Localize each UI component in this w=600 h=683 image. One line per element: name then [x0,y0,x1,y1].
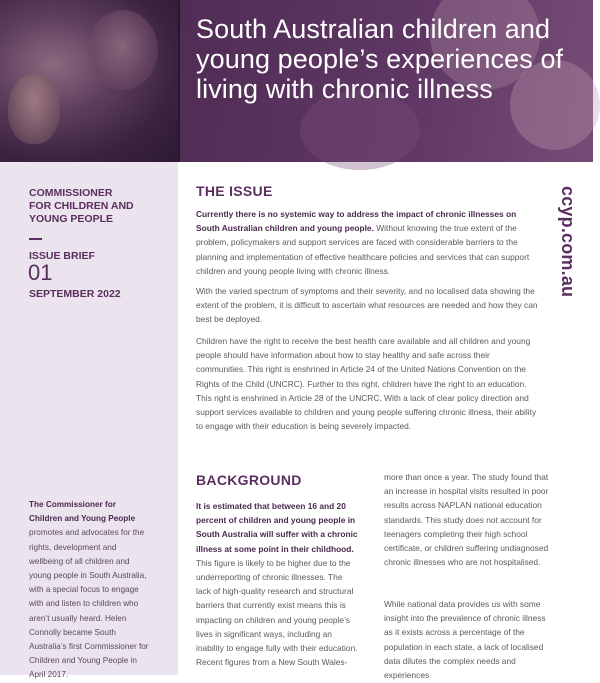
organization-name [29,187,169,226]
sidebar-rule [29,238,42,240]
sidebar [0,162,178,680]
background-column-2-paragraph-2: While national data provides us with some insight into the prevalence of chronic illness as it exists across a percentage of the population in each state, a lack of localised data dilutes the complex needs and experiences [384,599,546,681]
organization-name-line: COMMISSIONER [29,187,113,199]
issue-paragraph-2: With the varied spectrum of symptoms and their severity, and no localised data showing the extent of the problem, it is difficult to ascertain what resources are needed and how they can best be deployed. [196,286,538,325]
background-column-1-bold: It is estimated that between 16 and 20 percent of children and young people in South Australia will suffer with a chronic illness at some point in their childhood. [196,501,358,554]
issue-paragraph-1-bold: Currently there is no systemic way to address the impact of chronic illnesses on South Australian children and young people. [196,209,517,234]
issue-paragraph-1 [196,207,540,278]
website-url-vertical [556,186,580,306]
document-title: South Australian children and young people’s experiences of living with chronic illness [196,14,564,104]
about-commissioner [29,498,151,683]
about-commissioner-bold: The Commissioner for Children and Young People [29,500,136,524]
issue-paragraph-3: Children have the right to receive the best health care available and all children and young people should have information about how to stay healthy and safe across their communities. This right is enshrined in Article 24 of the United Nations Convention on the Rights of the Child (UNCRC). Further to this right, children have the right to an education. This right is enshrined in Article 28 of the UNCRC. With a lack of clear policy direction and support services available to children and young people suffering chronic illness, their ability to engage with their education is being severely impacted. [196,336,537,432]
header-banner [0,0,593,162]
banner-photo-left [0,0,178,162]
child-photo-face [88,10,158,90]
issue-brief-number: 01 [28,260,53,285]
background-column-1-text: This figure is likely to be higher due to the underreporting of chronic illnesses. The lack of high-quality research and structural barriers that currently exist means this is impacting on children and young people’s lives in significant ways, including an inability to engage fully with their education. Recent figures from a New South Wales- [196,557,358,668]
about-commissioner-text: promotes and advocates for the rights, development and wellbeing of all children and young people in South Australia, with a special focus to engage with and listen to children who aren’t usually heard. Helen Connolly became South Australia’s first Commissioner for Children and Young People in April 2017. [29,528,149,680]
background-column-2-paragraph-1: more than once a year. The study found that an increase in hospital visits resulted in poor results across NAPLAN national education standards. This study does not account for teenagers completing their high school certificate, or children suffering undiagnosed chronic illnesses who are not hospitalised. [384,472,549,568]
website-url: ccyp.com.au [558,186,578,298]
child-photo-face [8,74,60,144]
organization-name-line: YOUNG PEOPLE [29,213,114,225]
issue-brief-date: SEPTEMBER 2022 [29,288,121,300]
issue-paragraph-1-text: Without knowing the true extent of the problem, policymakers and support services are faced with considerable barriers to the planning and implementation of effective healthcare policies and services that can support children and young people living with chronic illness. [196,223,530,276]
background-column-1 [196,499,358,669]
section-heading-the-issue: THE ISSUE [196,183,273,199]
organization-name-line: FOR CHILDREN AND [29,200,134,212]
issue-brief-label: ISSUE BRIEF [29,250,95,262]
section-heading-background: BACKGROUND [196,472,302,488]
